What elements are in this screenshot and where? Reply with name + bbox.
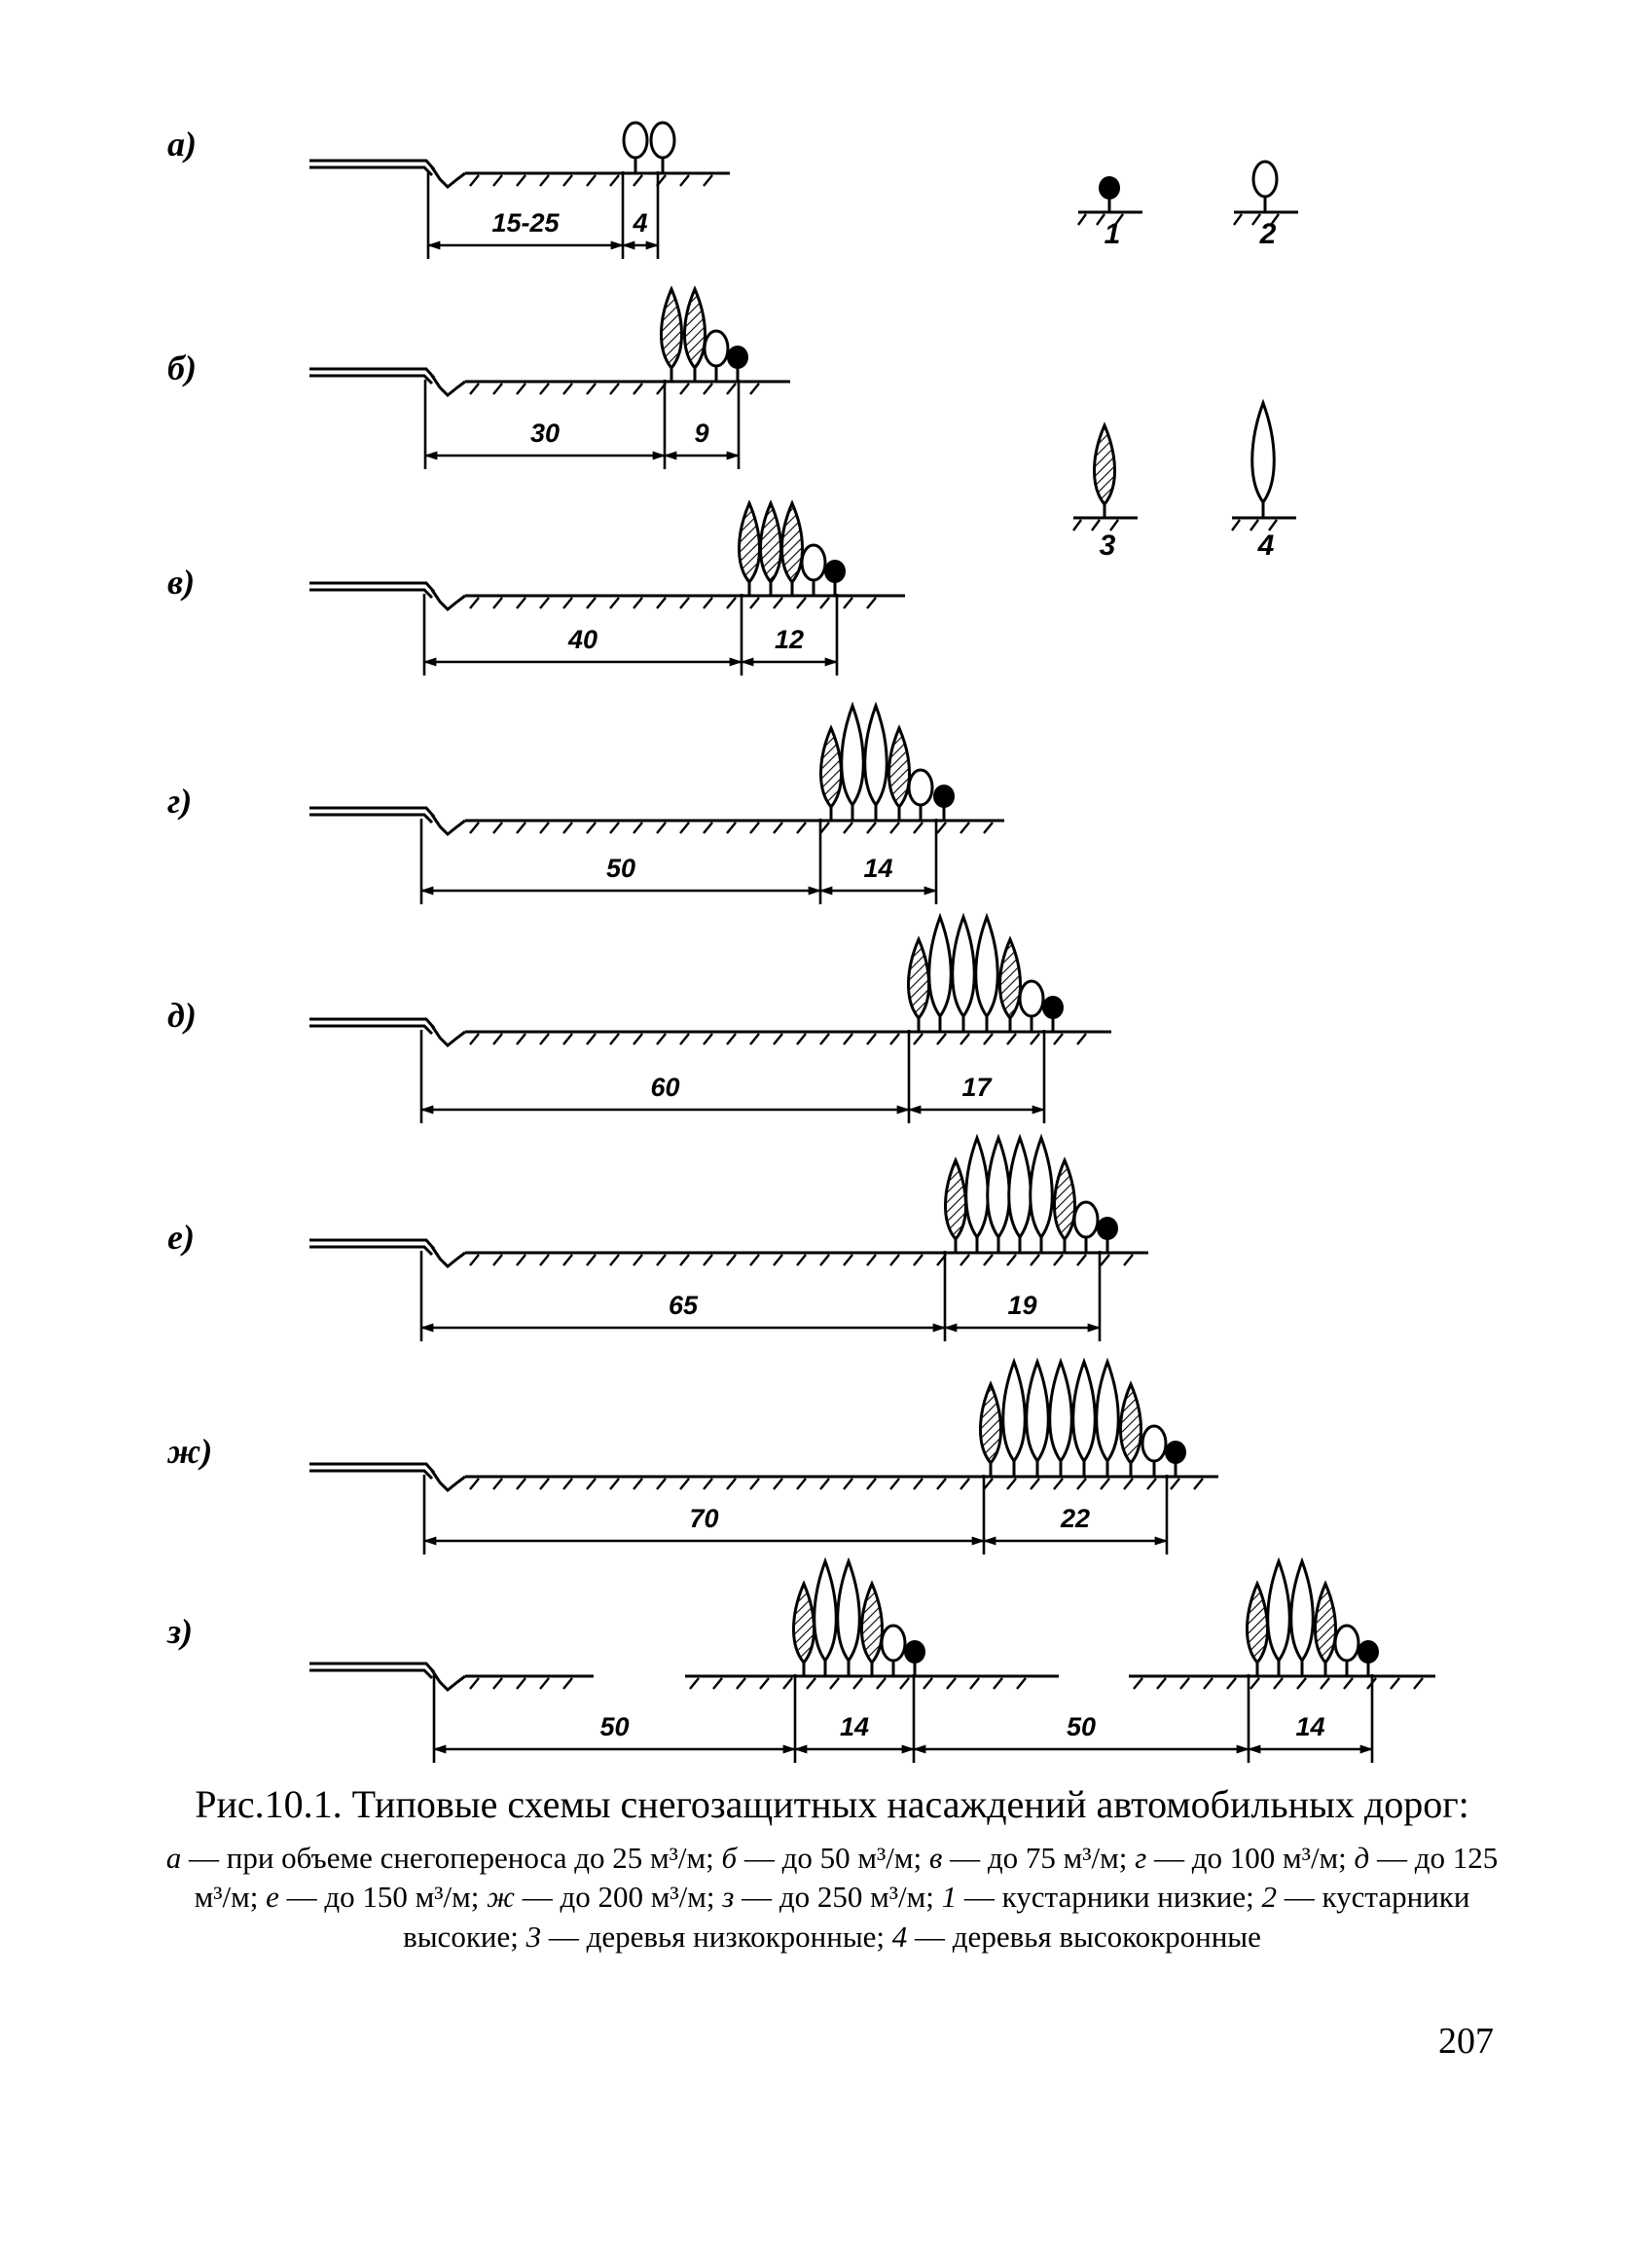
dimension-label: 50 xyxy=(599,1712,630,1741)
caption-part: — до 100 м³/м; xyxy=(1146,1841,1355,1875)
dimension-label: 30 xyxy=(529,419,561,448)
scheme-row xyxy=(167,503,905,676)
dimension-label: 15-25 xyxy=(491,208,560,238)
plant-type-3 xyxy=(781,503,802,596)
plant-type-2 xyxy=(909,770,932,821)
plant-type-4 xyxy=(976,917,998,1032)
plant-type-2 xyxy=(1074,1202,1098,1253)
plant-type-3 xyxy=(999,939,1020,1032)
figure-caption xyxy=(156,1781,1508,1957)
plant-type-2 xyxy=(882,1626,905,1676)
plant-type-2 xyxy=(624,123,647,173)
plant-type-3 xyxy=(908,939,928,1032)
caption-title: Рис.10.1. Типовые схемы снегозащитных насаждений автомобильных дорог: xyxy=(195,1782,1469,1826)
legend-number: 3 xyxy=(1099,530,1116,562)
caption-part: а xyxy=(165,1841,182,1875)
row-label: е) xyxy=(167,1218,195,1257)
plant-type-4 xyxy=(1031,1138,1053,1253)
caption-part: — до 250 м³/м; xyxy=(734,1880,942,1915)
scheme-row xyxy=(167,289,790,469)
caption-part: — кустарники низкие; xyxy=(957,1880,1262,1915)
plant-type-1 xyxy=(727,346,748,382)
plant-type-1 xyxy=(1165,1441,1186,1477)
plant-type-4 xyxy=(838,1561,860,1676)
legend-number: 4 xyxy=(1257,530,1275,562)
plant-type-4 xyxy=(1050,1362,1072,1477)
scheme-row xyxy=(167,1138,1148,1341)
plant-type-4 xyxy=(988,1138,1010,1253)
row-label: д) xyxy=(167,996,197,1035)
plant-type-3 xyxy=(760,503,780,596)
plant-type-2 xyxy=(802,545,825,596)
plant-type-3 xyxy=(861,1584,882,1676)
plant-type-3 xyxy=(1315,1584,1335,1676)
dimension-label: 19 xyxy=(1007,1291,1037,1320)
dimension-label: 70 xyxy=(689,1504,719,1533)
scheme-row xyxy=(167,706,1004,904)
plant-type-4 xyxy=(953,917,975,1032)
dimension-label: 9 xyxy=(694,419,709,448)
plant-type-4 xyxy=(1027,1362,1049,1477)
legend-item-1 xyxy=(1078,176,1142,250)
caption-part: — деревья высококронные xyxy=(907,1919,1261,1954)
schemes-layer xyxy=(166,123,1435,1763)
dimension-label: 40 xyxy=(567,625,598,654)
dimension-label: 12 xyxy=(774,625,805,654)
plant-type-3 xyxy=(1120,1384,1141,1477)
caption-part: — при объеме снегопереноса до 25 м³/м; xyxy=(181,1841,722,1875)
plant-type-3 xyxy=(820,728,841,821)
row-label: з) xyxy=(167,1612,194,1651)
row-label: б) xyxy=(167,348,197,387)
caption-part: б xyxy=(721,1841,738,1875)
plant-type-4 xyxy=(865,706,887,821)
page-number: 207 xyxy=(1438,2021,1494,2062)
dimension-label: 4 xyxy=(633,208,648,238)
plant-type-1 xyxy=(933,785,955,821)
plant-type-1 xyxy=(1097,1217,1118,1253)
dimension-label: 14 xyxy=(1295,1712,1325,1741)
plant-type-4 xyxy=(1291,1561,1314,1676)
caption-part: 3 xyxy=(525,1919,542,1954)
caption-part: ж xyxy=(487,1880,515,1915)
caption-part: г xyxy=(1135,1841,1147,1875)
plant-type-2 xyxy=(1142,1426,1166,1477)
row-label: в) xyxy=(167,563,196,602)
caption-part: — до 75 м³/м; xyxy=(942,1841,1136,1875)
plant-type-4 xyxy=(842,706,864,821)
legend-item-4 xyxy=(1232,403,1296,562)
caption-part: — до 50 м³/м; xyxy=(737,1841,929,1875)
plant-type-3 xyxy=(661,289,681,382)
plant-type-3 xyxy=(793,1584,814,1676)
dimension-label: 50 xyxy=(605,854,636,883)
plant-type-1 xyxy=(904,1640,925,1676)
scheme-row xyxy=(166,1362,1218,1555)
plant-type-2 xyxy=(1335,1626,1358,1676)
plant-type-3 xyxy=(945,1160,965,1253)
legend xyxy=(1073,162,1298,562)
scheme-row xyxy=(167,123,730,259)
caption-part: 2 xyxy=(1261,1880,1278,1915)
scheme-row xyxy=(167,917,1111,1123)
plant-type-3 xyxy=(1054,1160,1074,1253)
plant-type-4 xyxy=(1073,1362,1096,1477)
plant-type-1 xyxy=(1358,1640,1379,1676)
plant-type-4 xyxy=(929,917,952,1032)
plant-type-3 xyxy=(980,1384,1000,1477)
caption-part: — деревья низкокронные; xyxy=(541,1919,892,1954)
plant-type-4 xyxy=(1009,1138,1032,1253)
plant-type-3 xyxy=(888,728,909,821)
plant-type-2 xyxy=(651,123,674,173)
plant-type-3 xyxy=(684,289,705,382)
plant-type-3 xyxy=(1247,1584,1267,1676)
legend-item-2 xyxy=(1234,162,1298,250)
plant-type-4 xyxy=(1003,1362,1026,1477)
dimension-label: 50 xyxy=(1066,1712,1097,1741)
dimension-label: 14 xyxy=(863,854,893,883)
caption-body xyxy=(156,1839,1508,1957)
plant-type-4 xyxy=(966,1138,989,1253)
caption-part: — до 150 м³/м; xyxy=(278,1880,488,1915)
caption-part: — до 125 м³/м; xyxy=(194,1841,1499,1915)
row-label: а) xyxy=(167,125,197,164)
row-label: г) xyxy=(167,782,193,821)
caption-part: — до 200 м³/м; xyxy=(514,1880,723,1915)
legend-number: 2 xyxy=(1259,218,1277,250)
plant-type-3 xyxy=(739,503,759,596)
dimension-label: 17 xyxy=(961,1073,992,1102)
legend-item-3 xyxy=(1073,425,1138,562)
dimension-label: 65 xyxy=(668,1291,699,1320)
caption-part: з xyxy=(722,1880,735,1915)
row-label: ж) xyxy=(167,1432,213,1471)
caption-part: — кустарники высокие; xyxy=(403,1880,1470,1954)
plant-type-4 xyxy=(1097,1362,1119,1477)
dimension-label: 22 xyxy=(1060,1504,1091,1533)
caption-part: д xyxy=(1354,1841,1370,1875)
plant-type-1 xyxy=(824,560,846,596)
dimension-label: 14 xyxy=(839,1712,870,1741)
plant-type-1 xyxy=(1042,996,1064,1032)
scheme-row xyxy=(166,1561,1435,1763)
caption-part: 1 xyxy=(941,1880,958,1915)
plant-type-2 xyxy=(705,331,728,382)
legend-number: 1 xyxy=(1104,218,1121,250)
caption-part: 4 xyxy=(891,1919,908,1954)
plant-type-4 xyxy=(815,1561,837,1676)
plant-type-4 xyxy=(1268,1561,1290,1676)
caption-part: в xyxy=(928,1841,943,1875)
caption-part: е xyxy=(266,1880,279,1915)
dimension-label: 60 xyxy=(650,1073,680,1102)
plant-type-2 xyxy=(1020,981,1043,1032)
